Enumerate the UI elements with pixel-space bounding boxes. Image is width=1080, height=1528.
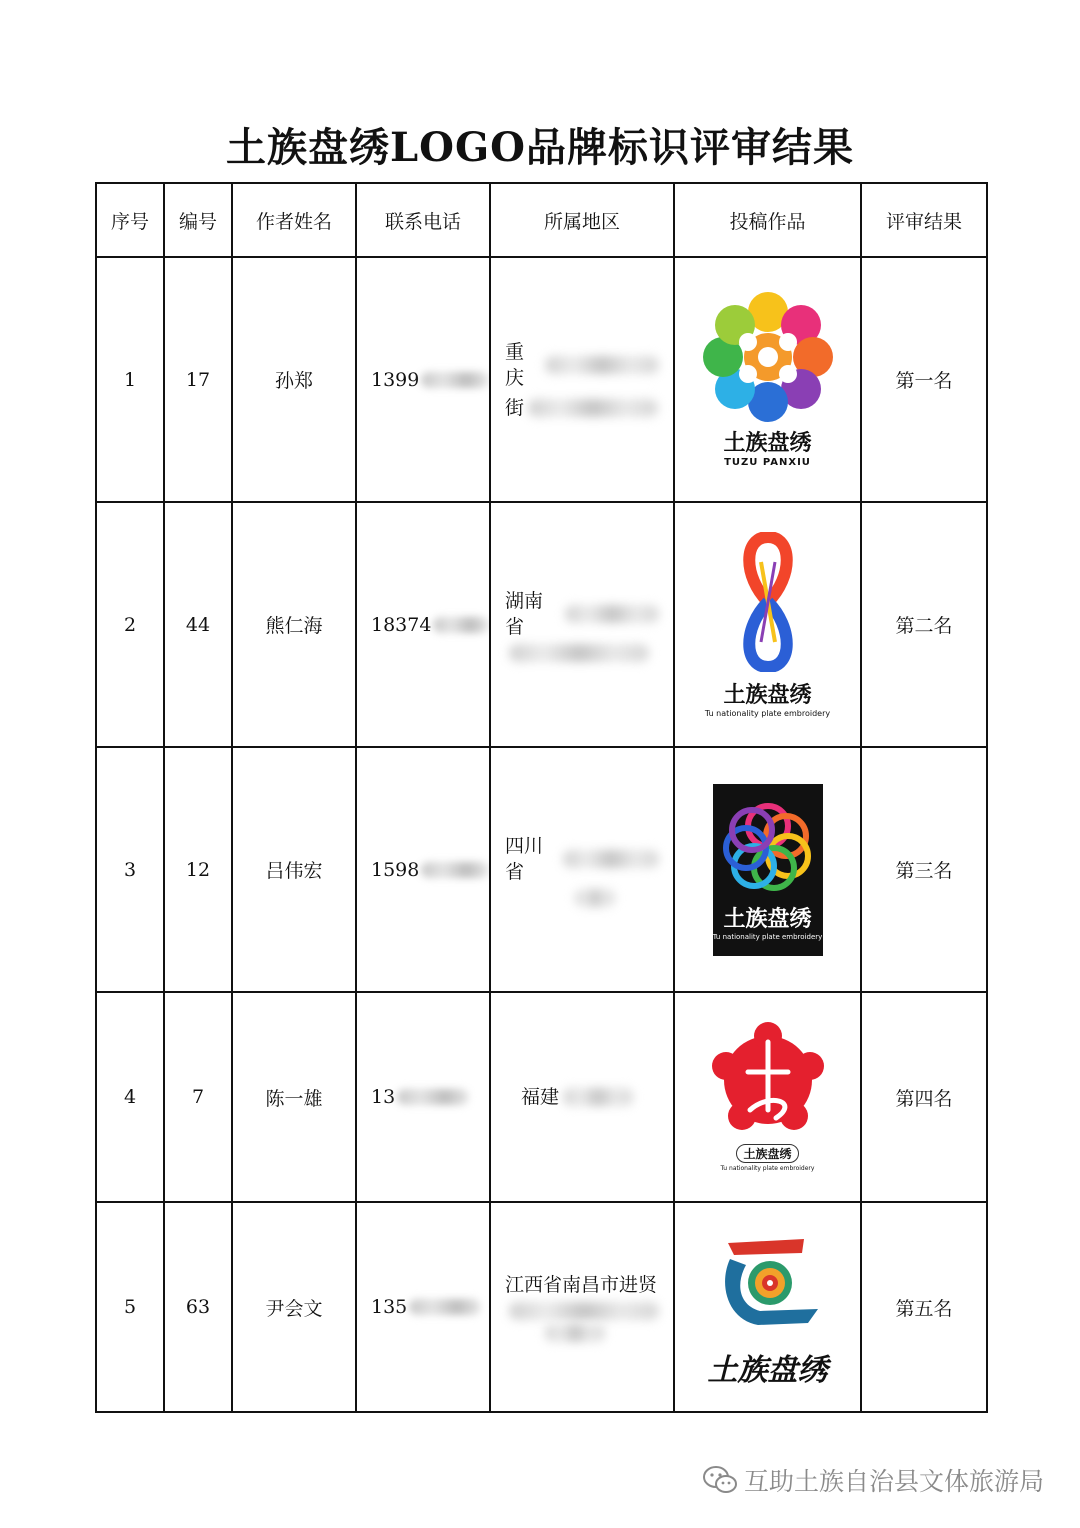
logo-cn-text: 土族盘绣: [723, 681, 812, 708]
phone-redacted: [409, 1299, 481, 1315]
phone-redacted: [421, 372, 489, 388]
logo-en-text: TUZU PANXIU: [724, 456, 811, 468]
spiral-flower-icon: [703, 292, 833, 422]
region-line: 重庆: [505, 340, 525, 389]
cell-seq: 2: [96, 502, 164, 747]
cell-region: [490, 502, 674, 747]
cell-phone: [356, 747, 490, 992]
logo-1: [675, 292, 860, 468]
header-phone: 联系电话: [356, 183, 490, 257]
cell-work: [674, 1202, 861, 1412]
phone-visible: 1399: [371, 368, 420, 391]
region-redacted: [563, 1088, 633, 1106]
cell-phone: [356, 992, 490, 1202]
logo-5: [675, 1225, 860, 1389]
cell-author: 陈一雄: [232, 992, 356, 1202]
cell-code: 12: [164, 747, 232, 992]
logo-2: [675, 532, 860, 718]
cell-author: 吕伟宏: [232, 747, 356, 992]
cell-work: [674, 992, 861, 1202]
header-seq: 序号: [96, 183, 164, 257]
cell-seq: 1: [96, 257, 164, 502]
logo-en-text: Tu nationality plate embroidery: [720, 1165, 815, 1172]
ornament-emblem-icon: [708, 1225, 828, 1345]
logo-en-text: Tu nationality plate embroidery: [712, 933, 823, 941]
logo-en-text: Tu nationality plate embroidery: [704, 708, 831, 718]
red-flower-needle-icon: [710, 1022, 826, 1138]
cell-result: 第二名: [861, 502, 987, 747]
table-row: [96, 257, 987, 502]
table-row: [96, 992, 987, 1202]
region-redacted: [563, 850, 659, 868]
cell-code: 7: [164, 992, 232, 1202]
table-row: [96, 1202, 987, 1412]
region-line: 江西省南昌市进贤: [505, 1274, 658, 1296]
table-row: [96, 747, 987, 992]
cell-code: 44: [164, 502, 232, 747]
wechat-icon: [702, 1465, 738, 1495]
cell-region: [490, 747, 674, 992]
infinity-ribbon-icon: [733, 532, 803, 672]
phone-visible: 13: [371, 1086, 396, 1108]
logo-dark-panel: [713, 784, 823, 956]
cell-result: 第四名: [861, 992, 987, 1202]
region-redacted: [545, 1324, 605, 1342]
cell-region: [490, 992, 674, 1202]
table-header-row: [96, 183, 987, 257]
cell-seq: 5: [96, 1202, 164, 1412]
cell-region: [490, 1202, 674, 1412]
results-table: [95, 182, 988, 1413]
header-result: 评审结果: [861, 183, 987, 257]
region-redacted: [565, 605, 659, 623]
cell-work: [674, 257, 861, 502]
cell-seq: 3: [96, 747, 164, 992]
region-line: 福建: [521, 1086, 560, 1108]
phone-visible: 135: [371, 1296, 408, 1318]
cell-phone: [356, 502, 490, 747]
cell-result: 第一名: [861, 257, 987, 502]
phone-redacted: [397, 1089, 469, 1105]
region-redacted: [545, 356, 659, 374]
header-code: 编号: [164, 183, 232, 257]
watermark: [702, 1462, 1044, 1498]
region-line: 街: [505, 396, 525, 419]
phone-visible: 1598: [371, 858, 420, 881]
phone-visible: 18374: [371, 613, 432, 636]
cell-seq: 4: [96, 992, 164, 1202]
header-work: 投稿作品: [674, 183, 861, 257]
table-row: [96, 502, 987, 747]
region-line: 四川省: [505, 834, 544, 883]
cell-region: [490, 257, 674, 502]
logo-cn-text: 土族盘绣: [736, 1144, 798, 1163]
region-redacted: [509, 644, 649, 662]
region-redacted: [575, 889, 615, 907]
region-redacted: [509, 1302, 659, 1320]
cell-phone: [356, 257, 490, 502]
cell-code: 17: [164, 257, 232, 502]
logo-cn-text: 土族盘绣: [707, 1353, 828, 1388]
cell-work: [674, 502, 861, 747]
cell-result: 第五名: [861, 1202, 987, 1412]
cell-code: 63: [164, 1202, 232, 1412]
phone-redacted: [433, 617, 489, 633]
logo-3: [675, 784, 860, 956]
cell-result: 第三名: [861, 747, 987, 992]
page-title: 土族盘绣LOGO品牌标识评审结果: [226, 124, 854, 171]
color-wheel-icon: [720, 798, 816, 894]
cell-work: [674, 747, 861, 992]
logo-4: [675, 1022, 860, 1172]
header-region: 所属地区: [490, 183, 674, 257]
phone-redacted: [421, 862, 489, 878]
logo-cn-text: 土族盘绣: [723, 907, 812, 932]
cell-author: 孙郑: [232, 257, 356, 502]
watermark-text: 互助土族自治县文体旅游局: [743, 1467, 1044, 1496]
cell-phone: [356, 1202, 490, 1412]
cell-author: 熊仁海: [232, 502, 356, 747]
header-author: 作者姓名: [232, 183, 356, 257]
logo-cn-text: 土族盘绣: [723, 430, 812, 456]
region-redacted: [528, 399, 658, 417]
cell-author: 尹会文: [232, 1202, 356, 1412]
region-line: 湖南省: [505, 589, 544, 638]
